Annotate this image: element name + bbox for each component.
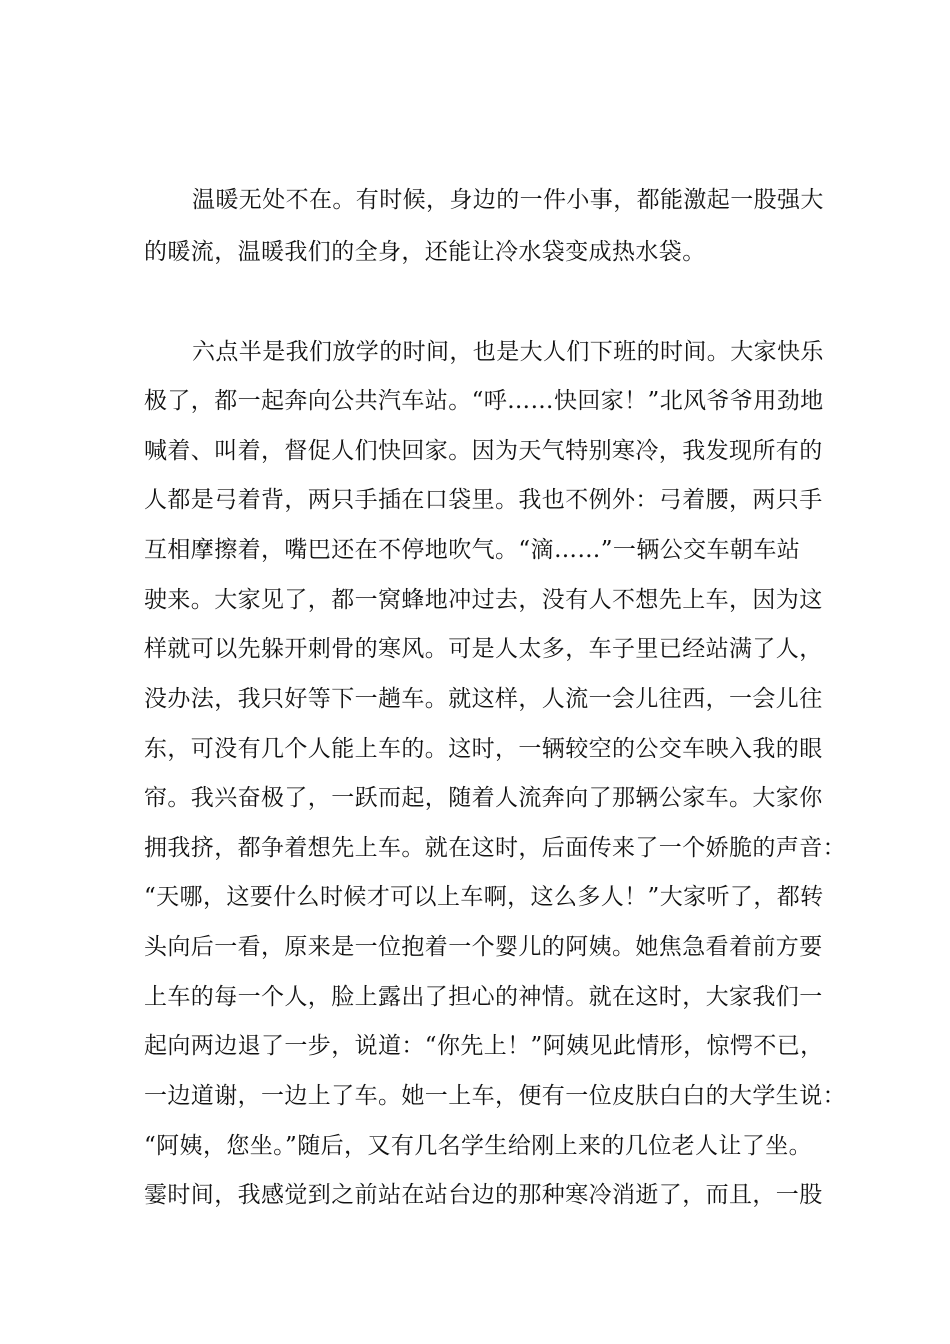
paragraph-2-line-10: 帘。我兴奋极了，一跃而起，随着人流奔向了那辆公家车。大家你 (144, 785, 823, 811)
paragraph-2-line-1: 六点半是我们放学的时间，也是大人们下班的时间。大家快乐 (192, 339, 824, 365)
paragraph-2-line-18: 霎时间，我感觉到之前站在站台边的那种寒冷消逝了，而且，一股 (144, 1182, 823, 1208)
paragraph-2-line-4: 人都是弓着背，两只手插在口袋里。我也不例外：弓着腰，两只手 (144, 487, 823, 513)
paragraph-2-line-5: 互相摩擦着，嘴巴还在不停地吹气。“滴……”一辆公交车朝车站 (144, 537, 801, 563)
paragraph-1-line-2: 的暖流，温暖我们的全身，还能让冷水袋变成热水袋。 (144, 239, 706, 265)
paragraph-2-line-6: 驶来。大家见了，都一窝蜂地冲过去，没有人不想先上车，因为这 (144, 587, 823, 613)
paragraph-2-line-8: 没办法，我只好等下一趟车。就这样，人流一会儿往西，一会儿往 (144, 686, 823, 712)
paragraph-1-line-1: 温暖无处不在。有时候，身边的一件小事，都能激起一股强大 (192, 187, 824, 213)
paragraph-2-line-3: 喊着、叫着，督促人们快回家。因为天气特别寒冷，我发现所有的 (144, 438, 823, 464)
paragraph-2-line-2: 极了，都一起奔向公共汽车站。“呼……快回家！”北风爷爷用劲地 (144, 388, 824, 414)
paragraph-2-line-16: 一边道谢，一边上了车。她一上车，便有一位皮肤白白的大学生说： (144, 1083, 846, 1109)
paragraph-2-line-17: “阿姨，您坐。”随后，又有几名学生给刚上来的几位老人让了坐。 (144, 1133, 813, 1159)
paragraph-2-line-15: 起向两边退了一步，说道：“你先上！”阿姨见此情形，惊愕不已， (144, 1033, 824, 1059)
paragraph-2-line-7: 样就可以先躲开刺骨的寒风。可是人太多，车子里已经站满了人， (144, 636, 823, 662)
paragraph-2-line-13: 头向后一看，原来是一位抱着一个婴儿的阿姨。她焦急看着前方要 (144, 934, 823, 960)
paragraph-2-line-12: “天哪，这要什么时候才可以上车啊，这么多人！”大家听了，都转 (144, 884, 824, 910)
paragraph-2-line-11: 拥我挤，都争着想先上车。就在这时，后面传来了一个娇脆的声音： (144, 835, 846, 861)
paragraph-2-line-9: 东，可没有几个人能上车的。这时，一辆较空的公交车映入我的眼 (144, 736, 823, 762)
paragraph-2-line-14: 上车的每一个人，脸上露出了担心的神情。就在这时，大家我们一 (144, 984, 823, 1010)
